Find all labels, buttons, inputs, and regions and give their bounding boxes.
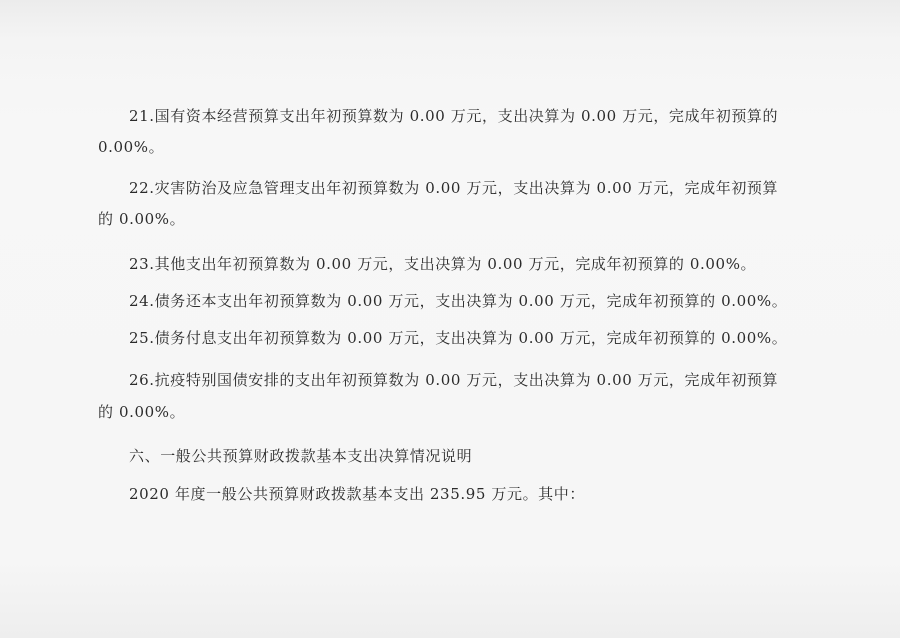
item-25-line: 25.债务付息支出年初预算数为 0.00 万元，支出决算为 0.00 万元，完成年初预算的 0.00%。 <box>129 329 788 347</box>
item-21-line-2: 0.00%。 <box>98 138 165 156</box>
item-22-line-1: 22.灾害防治及应急管理支出年初预算数为 0.00 万元，支出决算为 0.00 万元，完成年初预算 <box>129 179 779 197</box>
item-24-line: 24.债务还本支出年初预算数为 0.00 万元，支出决算为 0.00 万元，完成年初预算的 0.00%。 <box>129 292 788 310</box>
item-26-line-2: 的 0.00%。 <box>98 403 186 421</box>
item-21-line-1: 21.国有资本经营预算支出年初预算数为 0.00 万元，支出决算为 0.00 万元，完成年初预算的 <box>129 107 779 125</box>
item-22-line-2: 的 0.00%。 <box>98 210 186 228</box>
section-heading: 六、一般公共预算财政拨款基本支出决算情况说明 <box>129 447 473 465</box>
item-26-line-1: 26.抗疫特别国债安排的支出年初预算数为 0.00 万元，支出决算为 0.00 万元，完成年初预算 <box>129 371 779 389</box>
body-paragraph: 2020 年度一般公共预算财政拨款基本支出 235.95 万元。其中： <box>129 485 585 503</box>
item-23-line: 23.其他支出年初预算数为 0.00 万元，支出决算为 0.00 万元，完成年初预算的 0.00%。 <box>129 255 757 273</box>
